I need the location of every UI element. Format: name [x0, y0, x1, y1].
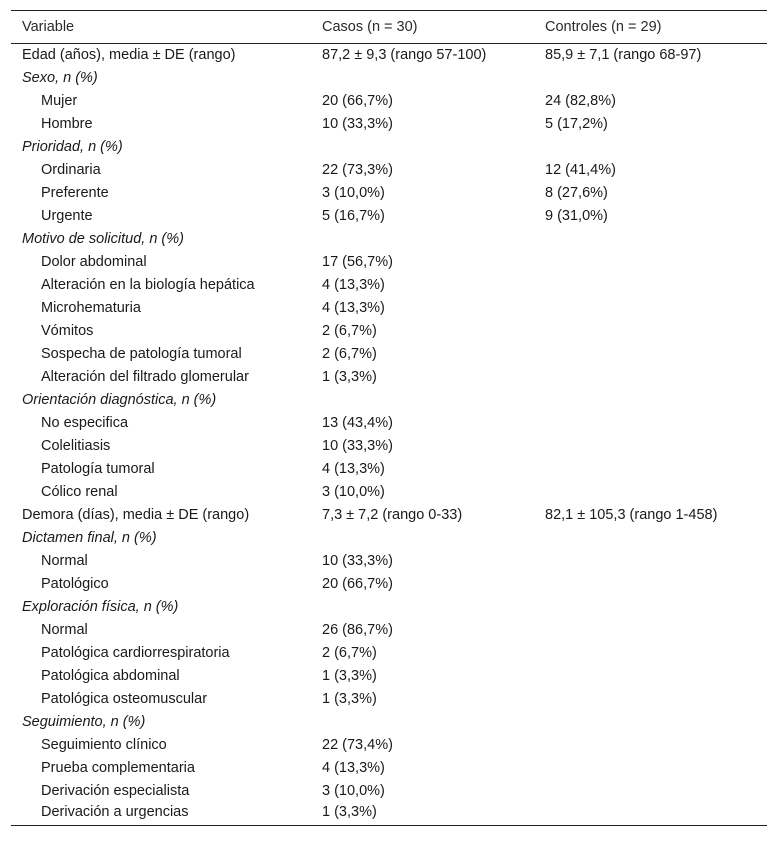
- table-row: [11, 320, 767, 343]
- cell-casos: 7,3 ± 7,2 (rango 0-33): [322, 507, 463, 523]
- cell-controles: [534, 642, 767, 665]
- cell-variable: Prueba complementaria: [41, 760, 195, 776]
- table-row: [11, 44, 767, 67]
- table-body: [11, 44, 767, 826]
- cell-casos: 10 (33,3%): [322, 553, 393, 569]
- cell-controles: 12 (41,4%): [545, 162, 616, 178]
- cell-variable: Urgente: [41, 208, 93, 224]
- cell-casos: 3 (10,0%): [322, 783, 385, 799]
- table-row: [11, 251, 767, 274]
- cell-variable: Edad (años), media ± DE (rango): [22, 47, 236, 64]
- cell-variable: Patológica cardiorrespiratoria: [41, 645, 230, 661]
- cell-casos: 20 (66,7%): [322, 93, 393, 109]
- cell-controles: [534, 757, 767, 780]
- table-row: [11, 688, 767, 711]
- data-table: [11, 10, 767, 826]
- cell-controles: [534, 136, 767, 159]
- cell-casos: 22 (73,4%): [322, 737, 393, 753]
- cell-variable: Normal: [41, 553, 88, 569]
- cell-controles: [534, 67, 767, 90]
- table-row: [11, 803, 767, 826]
- table-row: [11, 205, 767, 228]
- cell-casos: 2 (6,7%): [322, 323, 377, 339]
- table-section-row: [11, 67, 767, 90]
- cell-variable: Seguimiento clínico: [41, 737, 167, 753]
- cell-casos: 1 (3,3%): [322, 369, 377, 385]
- cell-variable: Colelitiasis: [41, 438, 111, 454]
- cell-controles: [534, 688, 767, 711]
- cell-controles: 24 (82,8%): [545, 93, 616, 109]
- cell-variable: Ordinaria: [41, 162, 101, 178]
- cell-variable: Patológica abdominal: [41, 668, 180, 684]
- cell-variable: Demora (días), media ± DE (rango): [22, 507, 250, 523]
- cell-controles: [534, 320, 767, 343]
- cell-variable: Normal: [41, 622, 88, 638]
- table-row: [11, 619, 767, 642]
- cell-casos: 20 (66,7%): [322, 576, 393, 592]
- cell-variable: Motivo de solicitud, n (%): [22, 231, 184, 247]
- header-variable: Variable: [22, 19, 75, 35]
- cell-variable: Microhematuria: [41, 300, 141, 316]
- cell-variable: Patología tumoral: [41, 461, 155, 477]
- cell-controles: [534, 251, 767, 274]
- cell-casos: 2 (6,7%): [322, 645, 377, 661]
- cell-controles: [534, 619, 767, 642]
- cell-controles: [534, 343, 767, 366]
- table-row: [11, 297, 767, 320]
- cell-variable: Derivación especialista: [41, 783, 190, 799]
- cell-controles: [534, 366, 767, 389]
- table-row: [11, 412, 767, 435]
- cell-casos: 87,2 ± 9,3 (rango 57-100): [322, 47, 487, 64]
- cell-casos: 22 (73,3%): [322, 162, 393, 178]
- table-row: [11, 504, 767, 527]
- cell-casos: 4 (13,3%): [322, 277, 385, 293]
- table-section-row: [11, 596, 767, 619]
- cell-variable: Alteración en la biología hepática: [41, 277, 255, 293]
- cell-variable: Vómitos: [41, 323, 94, 339]
- cell-variable: Orientación diagnóstica, n (%): [22, 392, 217, 408]
- cell-variable: Sospecha de patología tumoral: [41, 346, 242, 362]
- cell-controles: [534, 550, 767, 573]
- table-section-row: [11, 136, 767, 159]
- table-section-row: [11, 228, 767, 251]
- table-row: [11, 366, 767, 389]
- cell-variable: No especifica: [41, 415, 129, 431]
- cell-controles: 8 (27,6%): [545, 185, 608, 201]
- cell-variable: Preferente: [41, 185, 109, 201]
- table-row: [11, 274, 767, 297]
- table-section-row: [11, 711, 767, 734]
- cell-controles: [534, 527, 767, 550]
- cell-variable: Hombre: [41, 116, 93, 132]
- cell-casos: [311, 596, 534, 619]
- cell-casos: 4 (13,3%): [322, 300, 385, 316]
- table-row: [11, 780, 767, 803]
- cell-casos: 26 (86,7%): [322, 622, 393, 638]
- cell-variable: Prioridad, n (%): [22, 139, 123, 155]
- cell-casos: 4 (13,3%): [322, 760, 385, 776]
- cell-controles: [534, 297, 767, 320]
- cell-casos: [311, 67, 534, 90]
- cell-casos: [311, 527, 534, 550]
- cell-casos: [311, 228, 534, 251]
- cell-controles: 9 (31,0%): [545, 208, 608, 224]
- cell-controles: [534, 389, 767, 412]
- cell-variable: Alteración del filtrado glomerular: [41, 369, 249, 385]
- cell-controles: 5 (17,2%): [545, 116, 608, 132]
- cell-casos: 1 (3,3%): [322, 691, 377, 707]
- cell-variable: Patológico: [41, 576, 109, 592]
- table-row: [11, 113, 767, 136]
- cell-controles: [534, 458, 767, 481]
- cell-casos: 10 (33,3%): [322, 116, 393, 132]
- cell-controles: 82,1 ± 105,3 (rango 1-458): [545, 507, 718, 523]
- cell-controles: [534, 596, 767, 619]
- table-row: [11, 435, 767, 458]
- table-section-row: [11, 389, 767, 412]
- header-casos: Casos (n = 30): [322, 19, 418, 35]
- table-row: [11, 90, 767, 113]
- table-row: [11, 481, 767, 504]
- cell-variable: Cólico renal: [41, 484, 118, 500]
- table-row: [11, 573, 767, 596]
- cell-controles: [534, 274, 767, 297]
- table-row: [11, 757, 767, 780]
- cell-controles: [534, 481, 767, 504]
- cell-casos: 3 (10,0%): [322, 185, 385, 201]
- cell-controles: [534, 734, 767, 757]
- table-container: [11, 10, 767, 826]
- cell-casos: [311, 136, 534, 159]
- cell-controles: [534, 435, 767, 458]
- cell-controles: [534, 228, 767, 251]
- cell-controles: [534, 803, 767, 826]
- table-row: [11, 734, 767, 757]
- cell-casos: 1 (3,3%): [322, 668, 377, 684]
- cell-controles: 85,9 ± 7,1 (rango 68-97): [545, 47, 702, 64]
- cell-variable: Dolor abdominal: [41, 254, 147, 270]
- header-row: [11, 11, 767, 44]
- cell-casos: 2 (6,7%): [322, 346, 377, 362]
- table-row: [11, 343, 767, 366]
- table-section-row: [11, 527, 767, 550]
- cell-controles: [534, 412, 767, 435]
- cell-casos: 17 (56,7%): [322, 254, 393, 270]
- cell-variable: Dictamen final, n (%): [22, 530, 157, 546]
- cell-controles: [534, 665, 767, 688]
- cell-variable: Exploración física, n (%): [22, 599, 179, 615]
- cell-casos: 3 (10,0%): [322, 484, 385, 500]
- table-row: [11, 642, 767, 665]
- table-row: [11, 665, 767, 688]
- cell-controles: [534, 780, 767, 803]
- cell-variable: Mujer: [41, 93, 78, 109]
- cell-casos: 13 (43,4%): [322, 415, 393, 431]
- cell-variable: Patológica osteomuscular: [41, 691, 208, 707]
- table-header: [11, 11, 767, 44]
- table-row: [11, 550, 767, 573]
- header-controles: Controles (n = 29): [545, 19, 662, 35]
- cell-casos: 5 (16,7%): [322, 208, 385, 224]
- table-row: [11, 182, 767, 205]
- cell-variable: Sexo, n (%): [22, 70, 98, 86]
- cell-casos: 10 (33,3%): [322, 438, 393, 454]
- cell-variable: Derivación a urgencias: [41, 803, 189, 820]
- cell-variable: Seguimiento, n (%): [22, 714, 146, 730]
- cell-casos: 1 (3,3%): [322, 803, 377, 820]
- cell-casos: 4 (13,3%): [322, 461, 385, 477]
- cell-controles: [534, 711, 767, 734]
- cell-casos: [311, 711, 534, 734]
- table-row: [11, 159, 767, 182]
- cell-controles: [534, 573, 767, 596]
- cell-casos: [311, 389, 534, 412]
- table-row: [11, 458, 767, 481]
